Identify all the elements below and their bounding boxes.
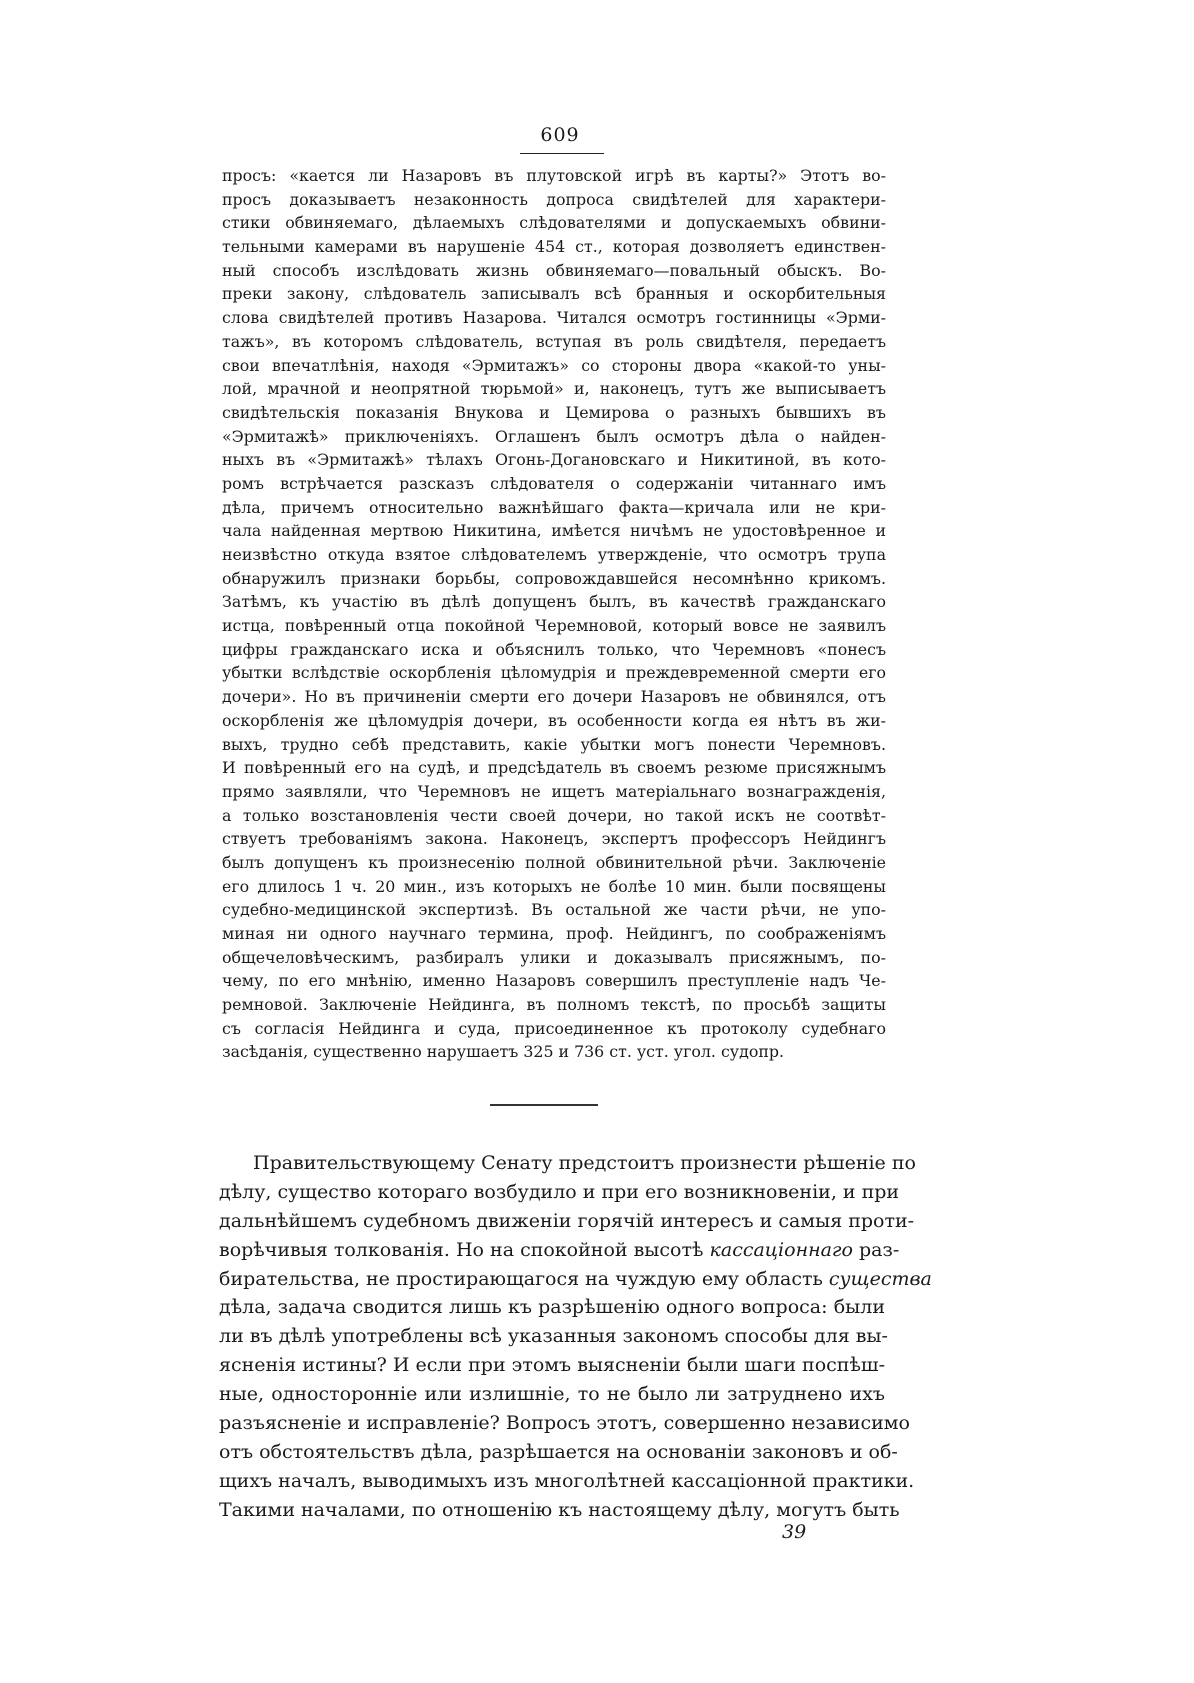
text-line: И повѣренный его на судѣ, и предсѣдатель въ своемъ резюме присяжнымъ xyxy=(222,758,886,778)
text-line xyxy=(219,1149,916,1178)
text-line xyxy=(219,1265,932,1294)
text-segment: Правительствующему Сенату предстоитъ произнести рѣшеніе по xyxy=(253,1152,916,1174)
text-line: стики обвиняемаго, дѣлаемыхъ слѣдователями и допускаемыхъ обвини- xyxy=(222,213,886,233)
text-line xyxy=(219,1467,915,1496)
text-segment: дальнѣйшемъ судебномъ движеніи горячій интересъ и самыя проти- xyxy=(219,1209,915,1232)
text-segment: бирательства, не простирающагося на чуждую ему область xyxy=(219,1267,829,1290)
text-line: преки закону, слѣдователь записывалъ всѣ бранныя и оскорбительныя xyxy=(222,284,886,304)
text-segment: ясненія истины? И если при этомъ выясненіи были шаги поспѣш- xyxy=(219,1354,885,1377)
text-segment: ные, односторонніе или излишніе, то не было ли затруднено ихъ xyxy=(219,1383,885,1406)
text-segment: ворѣчивыя толкованія. Но на спокойной высотѣ xyxy=(219,1238,710,1261)
text-line xyxy=(219,1322,888,1351)
text-line: чему, по его мнѣнію, именно Назаровъ совершилъ преступленіе надъ Че- xyxy=(222,971,886,991)
text-line xyxy=(219,1438,898,1467)
text-line: чала найденная мертвою Никитина, имѣется ничѣмъ не удостовѣренное и xyxy=(222,521,886,541)
text-line: съ согласія Нейдинга и суда, присоединенное къ протоколу судебнаго xyxy=(222,1018,886,1038)
text-line: лой, мрачной и неопрятной тюрьмой» и, наконецъ, тутъ же выписываетъ xyxy=(222,379,886,399)
text-segment: раз- xyxy=(852,1238,900,1261)
text-line: а только возстановленія чести своей дочери, но такой искъ не соотвѣт- xyxy=(222,805,886,825)
text-line: ромъ встрѣчается разсказъ слѣдователя о содержаніи читаннаго имъ xyxy=(222,473,886,493)
text-line: прямо заявляли, что Черемновъ не ищетъ матеріальнаго вознагражденія, xyxy=(222,781,886,801)
paragraph-senate xyxy=(219,1149,932,1525)
italic-term: существа xyxy=(828,1267,932,1290)
text-line: ный способъ изслѣдовать жизнь обвиняемаго—повальный обыскъ. Во- xyxy=(222,260,886,280)
text-segment: щихъ началъ, выводимыхъ изъ многолѣтней кассаціонной практики. xyxy=(219,1469,915,1492)
text-line: неизвѣстно откуда взятое слѣдователемъ утвержденіе, что осмотръ трупа xyxy=(222,545,886,564)
text-line: былъ допущенъ къ произнесенію полной обвинительной рѣчи. Заключеніе xyxy=(222,852,886,872)
text-line: Затѣмъ, къ участію въ дѣлѣ допущенъ былъ, въ качествѣ гражданскаго xyxy=(222,592,886,612)
italic-term: кассаціоннаго xyxy=(709,1238,853,1261)
text-line: «Эрмитажѣ» приключеніяхъ. Оглашенъ былъ осмотръ дѣла о найден- xyxy=(222,426,886,446)
text-segment: ли въ дѣлѣ употреблены всѣ указанныя закономъ способы для вы- xyxy=(219,1325,888,1348)
text-line: выхъ, трудно себѣ представить, какіе убытки могъ понести Черемновъ. xyxy=(222,734,886,754)
text-line: обнаружилъ признаки борьбы, сопровождавшейся несомнѣнно крикомъ. xyxy=(222,568,886,588)
text-line xyxy=(219,1207,915,1236)
text-line: дѣла, причемъ относительно важнѣйшаго факта—кричала или не кри- xyxy=(222,497,886,517)
text-line xyxy=(219,1293,885,1322)
text-line: просъ доказываетъ незаконность допроса свидѣтелей для характери- xyxy=(222,189,886,209)
text-line: свидѣтельскія показанія Внукова и Цемирова о разныхъ бывшихъ въ xyxy=(222,402,886,422)
text-line: просъ: «кается ли Назаровъ въ плутовской игрѣ въ карты?» Этотъ во- xyxy=(222,166,886,185)
text-line: засѣданія, существенно нарушаетъ 325 и 736 ст. уст. угол. судопр. xyxy=(222,1042,785,1062)
text-segment: дѣлу, существо котораго возбудило и при его возникновеніи, и при xyxy=(219,1180,900,1203)
paragraph-continuation xyxy=(222,164,886,1064)
printer-signature-mark: 39 xyxy=(782,1521,807,1543)
text-segment: дѣла, задача сводится лишь къ разрѣшенію одного вопроса: были xyxy=(219,1296,885,1319)
text-segment: отъ обстоятельствъ дѣла, разрѣшается на основаніи законовъ и об- xyxy=(219,1440,898,1463)
text-line: оскорбленія же цѣломудрія дочери, въ особенности когда ея нѣтъ въ жи- xyxy=(222,710,886,730)
text-line: цифры гражданскаго иска и объяснилъ только, что Черемновъ «понесъ xyxy=(222,639,886,659)
text-segment: разъясненіе и исправленіе? Вопросъ этотъ, совершенно независимо xyxy=(219,1412,910,1435)
text-line: общечеловѣческимъ, разбиралъ улики и доказывалъ присяжнымъ, по- xyxy=(222,947,886,967)
text-line: тельными камерами въ нарушеніе 454 ст., которая дозволяетъ единствен- xyxy=(222,237,886,257)
header-rule xyxy=(520,153,604,154)
text-line: дочери». Но въ причиненіи смерти его дочери Назаровъ не обвинялся, отъ xyxy=(222,687,886,707)
text-line: судебно-медицинской экспертизѣ. Въ остальной же части рѣчи, не упо- xyxy=(222,900,886,920)
text-line: ремновой. Заключеніе Нейдинга, въ полномъ текстѣ, по просьбѣ защиты xyxy=(222,995,886,1015)
text-line xyxy=(219,1409,910,1438)
text-line: ствуетъ требованіямъ закона. Наконецъ, экспертъ профессоръ Нейдингъ xyxy=(222,829,886,849)
text-line xyxy=(219,1178,900,1207)
text-line: убытки вслѣдствіе оскорбленія цѣломудрія и преждевременной смерти его xyxy=(222,663,886,683)
text-line: миная ни одного научнаго термина, проф. Нейдингъ, по соображеніямъ xyxy=(222,924,886,943)
text-segment: Такими началами, по отношенію къ настоящему дѣлу, могутъ быть xyxy=(219,1498,900,1521)
text-line: истца, повѣренный отца покойной Черемновой, который вовсе не заявилъ xyxy=(222,616,886,636)
text-line xyxy=(219,1236,900,1265)
section-separator xyxy=(490,1104,598,1106)
text-line: тажъ», въ которомъ слѣдователь, вступая въ роль свидѣтеля, передаетъ xyxy=(222,331,886,351)
text-line xyxy=(219,1380,885,1409)
text-line: ныхъ въ «Эрмитажѣ» тѣлахъ Огонь-Догановскаго и Никитиной, въ кото- xyxy=(222,450,886,470)
text-line: свои впечатлѣнія, находя «Эрмитажъ» со стороны двора «какой-то уны- xyxy=(222,355,886,375)
text-line: его длилось 1 ч. 20 мин., изъ которыхъ не болѣе 10 мин. были посвящены xyxy=(222,876,886,896)
text-line xyxy=(219,1351,885,1380)
page-number: 609 xyxy=(540,124,580,146)
text-line: слова свидѣтелей противъ Назарова. Читался осмотръ гостинницы «Эрми- xyxy=(222,308,886,328)
